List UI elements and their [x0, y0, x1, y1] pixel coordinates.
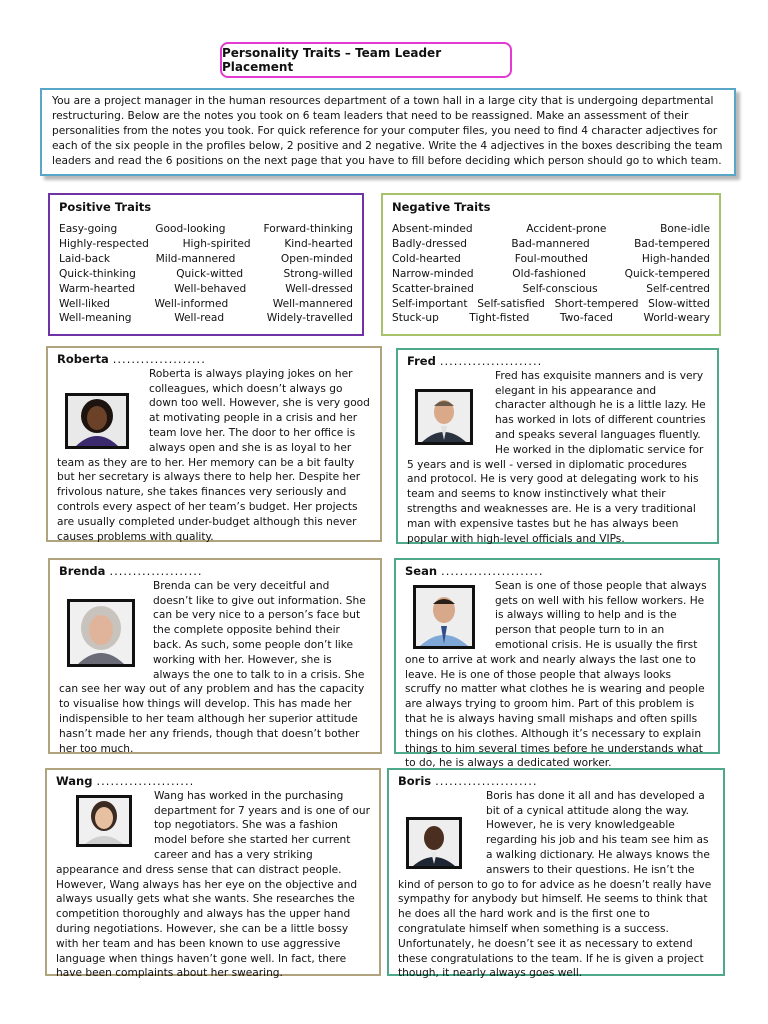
negative-trait-item: Stuck-up	[392, 312, 439, 325]
profile-photo-boris	[406, 817, 462, 869]
positive-trait-item: Highly-respected	[59, 237, 149, 250]
page-title	[220, 42, 512, 78]
profile-text: Brenda can be very deceitful and doesn’t like to give out information. She can be very nice to a person’s face but the complete opposite behind their back. As such, some people don’t like working with her. However, she is always the one to talk to in a crisis. She can see her way out of any problem and has the capacity to visualise how things will develop. This has made her indispensible to her team although her superior attitude hasn’t made her any friends, though that doesn’t bother her too much.	[59, 579, 366, 755]
profile-name: Wang	[56, 774, 93, 788]
negative-trait-item: Tight-fisted	[469, 312, 530, 325]
positive-trait-row	[59, 282, 353, 297]
positive-trait-item: Well-dressed	[285, 282, 353, 295]
positive-trait-item: Laid-back	[59, 252, 111, 265]
negative-traits-heading: Negative Traits	[392, 200, 491, 214]
positive-trait-item: Warm-hearted	[59, 282, 136, 295]
answer-line: .....................	[96, 774, 195, 788]
positive-trait-item: Well-behaved	[174, 282, 247, 295]
profile-name-line	[59, 564, 371, 579]
positive-trait-item: Widely-travelled	[266, 312, 353, 325]
negative-trait-item: Self-important	[392, 297, 468, 310]
negative-trait-item: Short-tempered	[554, 297, 639, 310]
profile-card-boris	[387, 768, 725, 980]
profile-card-sean	[394, 558, 720, 770]
profile-card-wang	[45, 768, 381, 980]
positive-trait-item: Open-minded	[280, 252, 353, 265]
negative-trait-item: Badly-dressed	[392, 237, 467, 250]
positive-trait-row	[59, 237, 353, 252]
positive-trait-item: High-spirited	[182, 237, 251, 250]
negative-trait-item: Accident-prone	[526, 223, 607, 235]
answer-line: ......................	[439, 354, 543, 368]
positive-trait-item: Well-mannered	[272, 297, 353, 310]
negative-trait-row	[392, 237, 710, 252]
negative-trait-item: Old-fashioned	[512, 267, 586, 280]
negative-traits-list	[392, 222, 710, 326]
positive-trait-row	[59, 267, 353, 282]
answer-line: ......................	[441, 564, 544, 578]
profile-text: Sean is one of those people that always gets on well with his fellow workers. He is always willing to help and is the person that people turn to in an emotional crisis. He is usually the first one to arrive at work and nearly always the last one to leave. He is one of those people that always looks scruffy no matter what clothes he is wearing and people are always trying to groom him. Part of this problem is that he is always having small mishaps and often spills things on his clothes. Although it’s necessary to explain things to him several times before he understands what to do, he is always a dedicated worker.	[405, 579, 707, 770]
negative-trait-row	[392, 282, 710, 297]
positive-trait-row	[59, 311, 353, 326]
answer-line: ......................	[435, 774, 538, 788]
profile-text: Fred has exquisite manners and is very elegant in his appearance and character although he is a little lazy. He has worked in lots of different countries and speaks several languages fluently. He worked in the diplomatic service for 5 years and is well - versed in diplomatic procedures and protocol. He is very good at delegating work to his team and seems to know instinctively what their strengths and weaknesses are. He is a very traditional man with expensive tastes but he has always been popular with high-level officials and VIPs.	[407, 369, 706, 545]
positive-trait-item: Strong-willed	[283, 267, 353, 280]
answer-line: ....................	[112, 352, 206, 366]
profile-text: Boris has done it all and has developed a bit of a cynical attitude along the way. However, he is very knowledgeable regarding his job and his team see him as a walking dictionary. He always knows the answers to their questions. He isn’t the kind of person to go to for advice as he doesn’t really have sympathy for anybody but himself. He seems to think that he does all the hard work and is the first one to congratulate himself when something is a success. Unfortunately, he doesn’t see it as necessary to extend these congratulations to the team. If he is given a project though, it nearly always goes well.	[398, 789, 712, 980]
positive-trait-item: Well-read	[174, 312, 225, 325]
negative-trait-row	[392, 311, 710, 326]
negative-trait-item: Bad-tempered	[634, 237, 710, 250]
negative-trait-item: Slow-witted	[648, 297, 710, 310]
profile-name: Roberta	[57, 352, 109, 366]
positive-traits-heading: Positive Traits	[59, 200, 152, 214]
profile-name: Brenda	[59, 564, 106, 578]
negative-trait-item: Self-conscious	[522, 282, 598, 295]
profile-card-roberta	[46, 346, 382, 542]
negative-traits-box	[381, 193, 721, 336]
negative-trait-item: Cold-hearted	[392, 252, 461, 265]
profile-photo-sean	[413, 585, 475, 649]
profile-card-brenda	[48, 558, 382, 754]
profile-text: Roberta is always playing jokes on her colleagues, which doesn’t always go down too well. However, she is very good at motivating people in a crisis and her team love her. The door to her office is always open and she is as loyal to her team as they are to her. Her memory can be a bit faulty but her secretary is always there to help her. Despite her frivolous nature, she takes finances very seriously and controls every aspect of her team’s budget. Her projects are usually completed under-budget although this never causes problems with quality.	[57, 367, 370, 543]
negative-trait-item: Quick-tempered	[624, 267, 710, 280]
profile-name: Boris	[398, 774, 432, 788]
positive-trait-item: Quick-thinking	[59, 267, 136, 280]
profile-photo-wang	[76, 795, 132, 847]
negative-trait-item: World-weary	[643, 312, 710, 325]
profile-name-line	[398, 774, 714, 789]
profile-photo-roberta	[65, 393, 129, 449]
positive-trait-row	[59, 297, 353, 312]
profile-name: Fred	[407, 354, 436, 368]
positive-trait-row	[59, 252, 353, 267]
negative-trait-row	[392, 252, 710, 267]
negative-trait-item: Narrow-minded	[392, 267, 474, 280]
negative-trait-row	[392, 267, 710, 282]
positive-trait-item: Quick-witted	[176, 267, 244, 280]
profile-name-line	[56, 774, 370, 789]
positive-trait-row	[59, 222, 353, 237]
profile-name-line	[405, 564, 709, 579]
negative-trait-item: Bad-mannered	[511, 237, 590, 250]
positive-trait-item: Mild-mannered	[155, 252, 236, 265]
negative-trait-item: Absent-minded	[392, 223, 473, 235]
negative-trait-item: Self-centred	[646, 282, 710, 295]
positive-traits-box	[48, 193, 364, 336]
answer-line: ....................	[109, 564, 203, 578]
negative-trait-item: Self-satisfied	[477, 297, 545, 310]
profile-name-line	[57, 352, 371, 367]
positive-trait-item: Well-meaning	[59, 312, 132, 325]
negative-trait-item: Bone-idle	[660, 223, 710, 235]
positive-trait-item: Good-looking	[155, 223, 226, 235]
negative-trait-row	[392, 222, 710, 237]
instructions-text: You are a project manager in the human resources department of a town hall in a large city that is undergoing departmental restructuring. Below are the notes you took on 6 team leaders that need to be reassigned. Make an assessment of their personalities from the notes you took. For quick reference for your computer files, you need to find 4 character adjectives for each of the six people in the profiles below, 2 positive and 2 negative. Write the 4 adjectives in the boxes describing the team leaders and read the 6 positions on the next page that you have to fill before deciding which person should go to which team.	[52, 95, 723, 167]
negative-trait-row	[392, 297, 710, 312]
profile-text: Wang has worked in the purchasing department for 7 years and is one of our top negotiators. She was a fashion model before she started her current career and has a very striking appearance and dress sense that can distract people. However, Wang always has her eye on the objective and always usually gets what she wants. She researches the competition thoroughly and always has the upper hand during negotiations. However, she can be a little bossy with her team and has been known to use aggressive language when things haven’t gone well. In fact, there have been complaints about her swearing.	[56, 789, 370, 980]
positive-trait-item: Kind-hearted	[284, 237, 353, 250]
negative-trait-item: Scatter-brained	[392, 282, 474, 295]
page-title-text: Personality Traits – Team Leader Placement	[222, 46, 442, 74]
negative-trait-item: High-handed	[641, 252, 710, 265]
profile-name: Sean	[405, 564, 438, 578]
profile-photo-fred	[415, 389, 473, 445]
positive-trait-item: Forward-thinking	[263, 223, 353, 235]
positive-trait-item: Well-liked	[59, 297, 110, 310]
profile-name-line	[407, 354, 708, 369]
positive-traits-list	[59, 222, 353, 326]
positive-trait-item: Easy-going	[59, 223, 118, 235]
profile-card-fred	[396, 348, 719, 544]
negative-trait-item: Two-faced	[559, 312, 614, 325]
positive-trait-item: Well-informed	[154, 297, 229, 310]
negative-trait-item: Foul-mouthed	[514, 252, 589, 265]
instructions-box	[40, 88, 736, 176]
profile-photo-brenda	[67, 599, 135, 667]
